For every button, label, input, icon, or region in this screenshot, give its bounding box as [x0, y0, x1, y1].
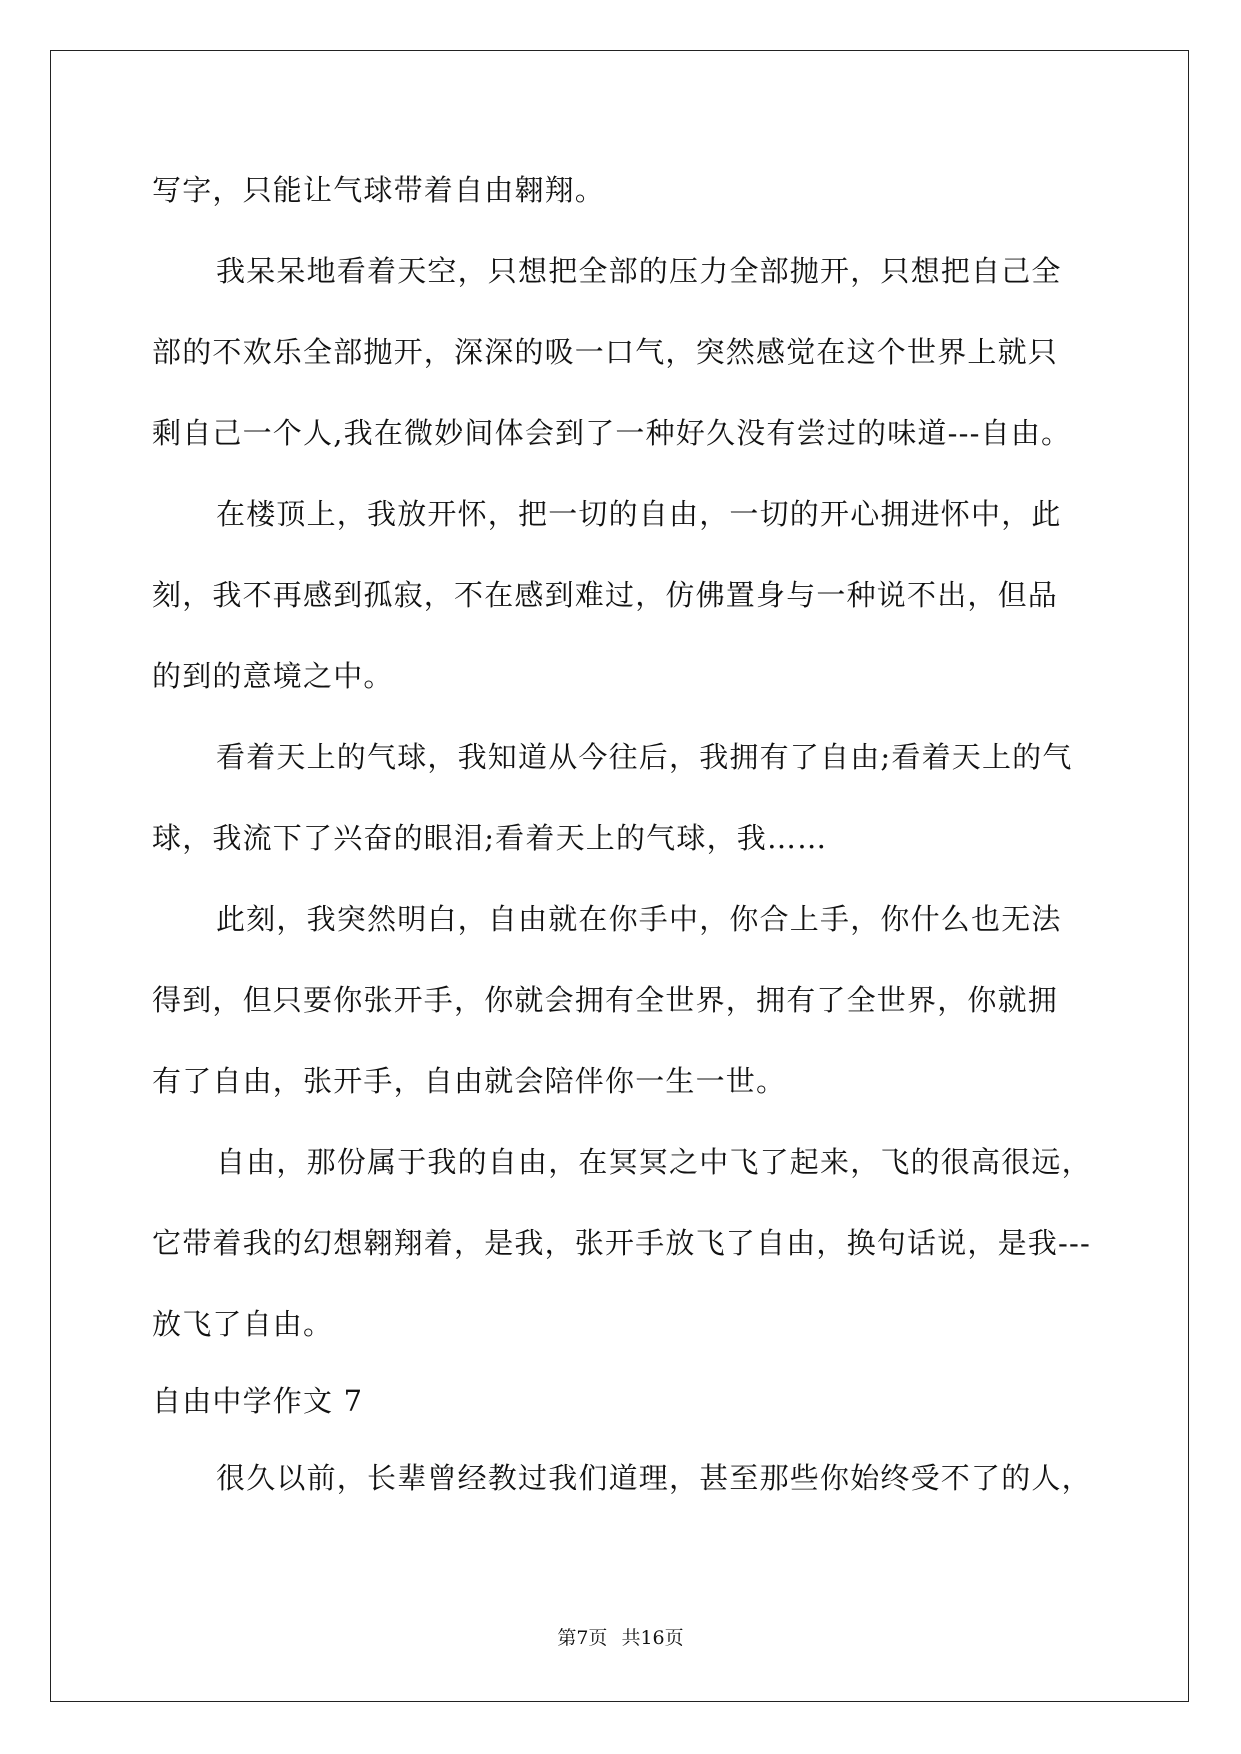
page-number: 第7页	[557, 1627, 608, 1649]
text-line: 得到，但只要你张开手，你就会拥有全世界，拥有了全世界，你就拥	[152, 983, 1059, 1017]
text-line: 写字，只能让气球带着自由翱翔。	[152, 173, 606, 207]
text-line: 自由，那份属于我的自由，在冥冥之中飞了起来，飞的很高很远，	[216, 1145, 1092, 1179]
text-line: 它带着我的幻想翱翔着，是我，张开手放飞了自由，换句话说，是我---	[152, 1226, 1091, 1260]
page-footer	[0, 1623, 1241, 1650]
text-line: 刻，我不再感到孤寂，不在感到难过，仿佛置身与一种说不出，但品	[152, 578, 1059, 612]
text-line: 剩自己一个人,我在微妙间体会到了一种好久没有尝过的味道---自由。	[152, 416, 1072, 450]
text-line: 球，我流下了兴奋的眼泪;看着天上的气球，我……	[152, 821, 828, 855]
page-total: 共16页	[621, 1627, 684, 1649]
text-line: 看着天上的气球，我知道从今往后，我拥有了自由;看着天上的气	[216, 740, 1073, 774]
text-line: 部的不欢乐全部抛开，深深的吸一口气，突然感觉在这个世界上就只	[152, 335, 1059, 369]
text-line: 的到的意境之中。	[152, 659, 394, 693]
section-heading: 自由中学作文 7	[152, 1384, 364, 1418]
text-line: 在楼顶上，我放开怀，把一切的自由，一切的开心拥进怀中，此	[216, 497, 1062, 531]
document-body	[152, 150, 1092, 1519]
text-line: 有了自由，张开手，自由就会陪伴你一生一世。	[152, 1064, 787, 1098]
text-line: 此刻，我突然明白，自由就在你手中，你合上手，你什么也无法	[216, 902, 1062, 936]
text-line: 很久以前，长辈曾经教过我们道理，甚至那些你始终受不了的人，	[216, 1461, 1092, 1495]
text-line: 我呆呆地看着天空，只想把全部的压力全部抛开，只想把自己全	[216, 254, 1062, 288]
text-line: 放飞了自由。	[152, 1307, 334, 1341]
